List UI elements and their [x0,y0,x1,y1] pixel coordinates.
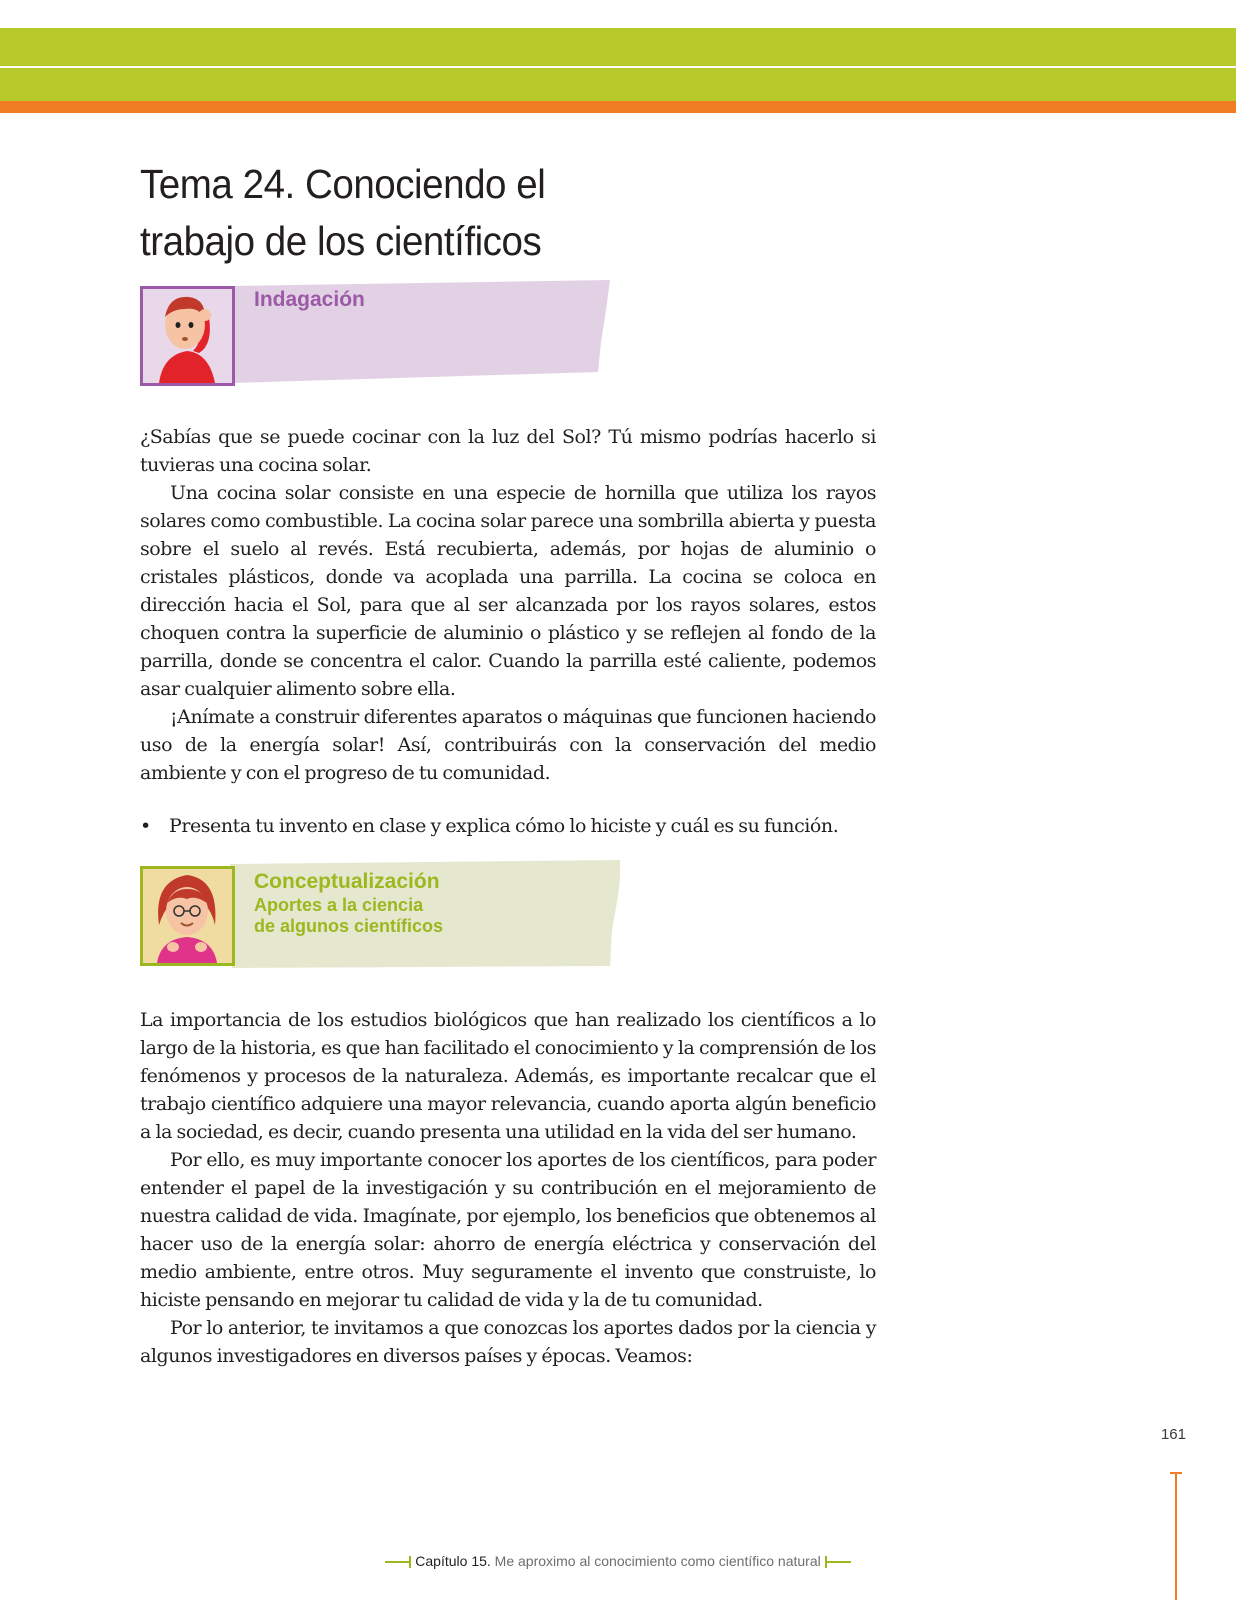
header-band-orange [0,101,1236,113]
section2-paragraph-2: Por ello, es muy importante conocer los aportes de los científicos, para poder entender el papel de la investigación y su contribución en el mejoramiento de nuestra calidad de vida. Imagínate, por ejemplo, los beneficios que obtenemos al hacer uso de la energía solar: ahorro de energía eléctrica y conservación del medio ambiente, entre otros. Muy seguramente el invento que construiste, lo hiciste pensando en mejorar tu calidad de vida y la de tu comunidad. [140,1149,876,1311]
conceptualizacion-subtitle-line-1: Aportes a la ciencia [254,895,424,915]
footer-chapter-label: Capítulo 15. [415,1553,491,1569]
thinking-boy-icon [143,289,232,383]
footer-right-tick [825,1561,851,1563]
indagacion-banner [140,280,620,385]
indagacion-avatar-frame [140,286,235,386]
page-number: 161 [1160,1426,1186,1443]
page-title [140,156,798,270]
section1-text [140,423,876,787]
indagacion-title: Indagación [254,288,365,311]
conceptualizacion-avatar-frame [140,866,235,966]
header-band-green [0,28,1236,66]
footer-left-tick [385,1561,411,1563]
bullet-text: Presenta tu invento en clase y explica cómo lo hiciste y cuál es su función. [169,815,839,837]
conceptualizacion-banner [140,860,620,970]
section1-paragraph-3: ¡Anímate a construir diferentes aparatos o máquinas que funcionen haciendo uso de la energía solar! Así, contribuirás con la conservación del medio ambiente y con el progreso de tu comunidad. [140,706,876,784]
section1-paragraph-2: Una cocina solar consiste en una especie de hornilla que utiliza los rayos solares como combustible. La cocina solar parece una sombrilla abierta y puesta sobre el suelo al revés. Está recubierta, además, por hojas de aluminio o cristales plásticos, donde va acoplada una parrilla. La cocina se coloca en dirección hacia el Sol, para que al ser alcanzada por los rayos solares, estos choquen contra la superficie de aluminio o plástico y se reflejen al fondo de la parrilla, donde se concentra el calor. Cuando la parrilla esté caliente, podemos asar cualquier alimento sobre ella. [140,482,876,700]
conceptualizacion-subtitle-line-2: de algunos científicos [254,916,444,936]
section2-paragraph-3: Por lo anterior, te invitamos a que conozcas los aportes dados por la ciencia y algunos investigadores en diversos países y épocas. Veamos: [140,1317,876,1367]
header-band-green-lower [0,68,1236,101]
conceptualizacion-title: Conceptualización [254,870,440,893]
chapter-footer [0,1553,1236,1569]
smiling-girl-icon [143,869,232,963]
page-title-line-2: trabajo de los científicos [140,218,542,264]
section2-paragraph-1: La importancia de los estudios biológicos que han realizado los científicos a lo largo de la historia, es que han facilitado el conocimiento y la comprensión de los fenómenos y procesos de la naturaleza. Además, es importante recalcar que el trabajo científico adquiere una mayor relevancia, cuando aporta algún beneficio a la sociedad, es decir, cuando presenta una utilidad en la vida del ser humano. [140,1009,876,1143]
section1-paragraph-1: ¿Sabías que se puede cocinar con la luz del Sol? Tú mismo podrías hacerlo si tuvieras una cocina solar. [140,426,876,476]
page-title-line-1: Tema 24. Conociendo el [140,161,546,207]
page-rule-vertical [1175,1473,1177,1600]
bullet-dot: • [140,815,151,837]
section2-text [140,1006,876,1370]
footer-chapter-title: Me aproximo al conocimiento como científico natural [494,1553,821,1569]
